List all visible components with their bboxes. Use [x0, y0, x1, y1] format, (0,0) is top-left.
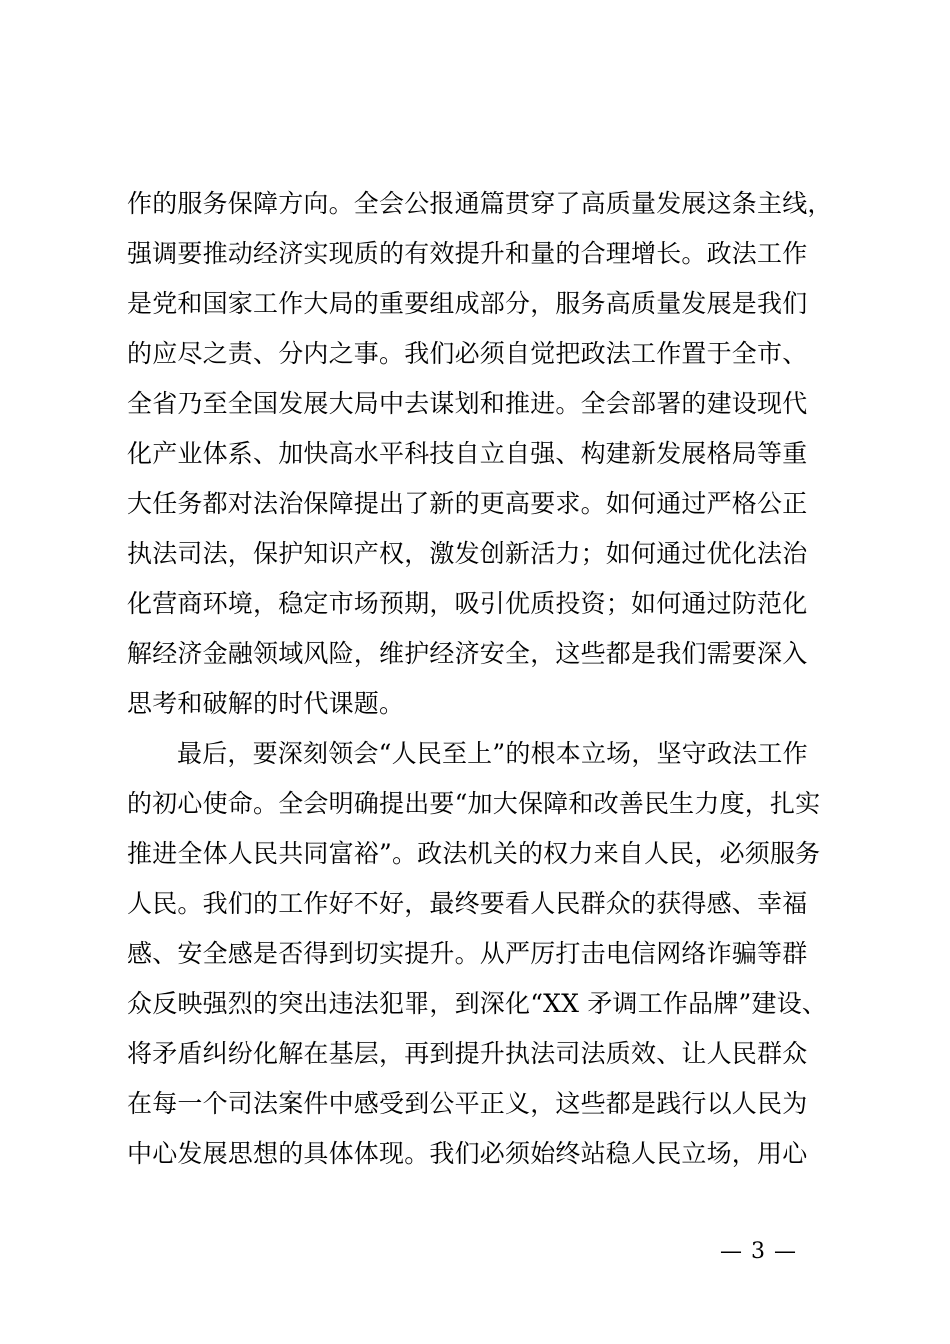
text-line: 是党和国家工作大局的重要组成部分，服务高质量发展是我们	[127, 289, 808, 318]
text-line: 感、安全感是否得到切实提升。从严厉打击电信网络诈骗等群	[127, 939, 808, 968]
page-number: — 3 —	[720, 1239, 797, 1264]
text-line: 化营商环境，稳定市场预期，吸引优质投资；如何通过防范化	[127, 589, 808, 618]
text-line: 众反映强烈的突出违法犯罪，到深化“XX 矛调工作品牌”建设、	[127, 989, 828, 1018]
text-line: 的初心使命。全会明确提出要“加大保障和改善民生力度，扎实	[127, 789, 821, 818]
text-line: 执法司法，保护知识产权，激发创新活力；如何通过优化法治	[127, 539, 808, 568]
text-line: 在每一个司法案件中感受到公平正义，这些都是践行以人民为	[127, 1089, 808, 1118]
text-line: 人民。我们的工作好不好，最终要看人民群众的获得感、幸福	[127, 889, 808, 918]
text-line: 推进全体人民共同富裕”。政法机关的权力来自人民，必须服务	[127, 839, 821, 868]
text-line: 化产业体系、加快高水平科技自立自强、构建新发展格局等重	[127, 439, 808, 468]
text-line: 作的服务保障方向。全会公报通篇贯穿了高质量发展这条主线，	[127, 189, 833, 218]
text-line: 解经济金融领域风险，维护经济安全，这些都是我们需要深入	[127, 639, 808, 668]
text-line: 将矛盾纠纷化解在基层，再到提升执法司法质效、让人民群众	[127, 1039, 808, 1068]
text-line: 思考和破解的时代课题。	[127, 689, 405, 718]
paragraph-first-line: 最后，要深刻领会“人民至上”的根本立场，坚守政法工作	[177, 739, 808, 768]
text-line: 的应尽之责、分内之事。我们必须自觉把政法工作置于全市、	[127, 339, 808, 368]
text-line: 强调要推动经济实现质的有效提升和量的合理增长。政法工作	[127, 239, 808, 268]
text-line: 全省乃至全国发展大局中去谋划和推进。全会部署的建设现代	[127, 389, 808, 418]
text-line: 中心发展思想的具体体现。我们必须始终站稳人民立场，用心	[127, 1139, 808, 1168]
text-line: 大任务都对法治保障提出了新的更高要求。如何通过严格公正	[127, 489, 808, 518]
